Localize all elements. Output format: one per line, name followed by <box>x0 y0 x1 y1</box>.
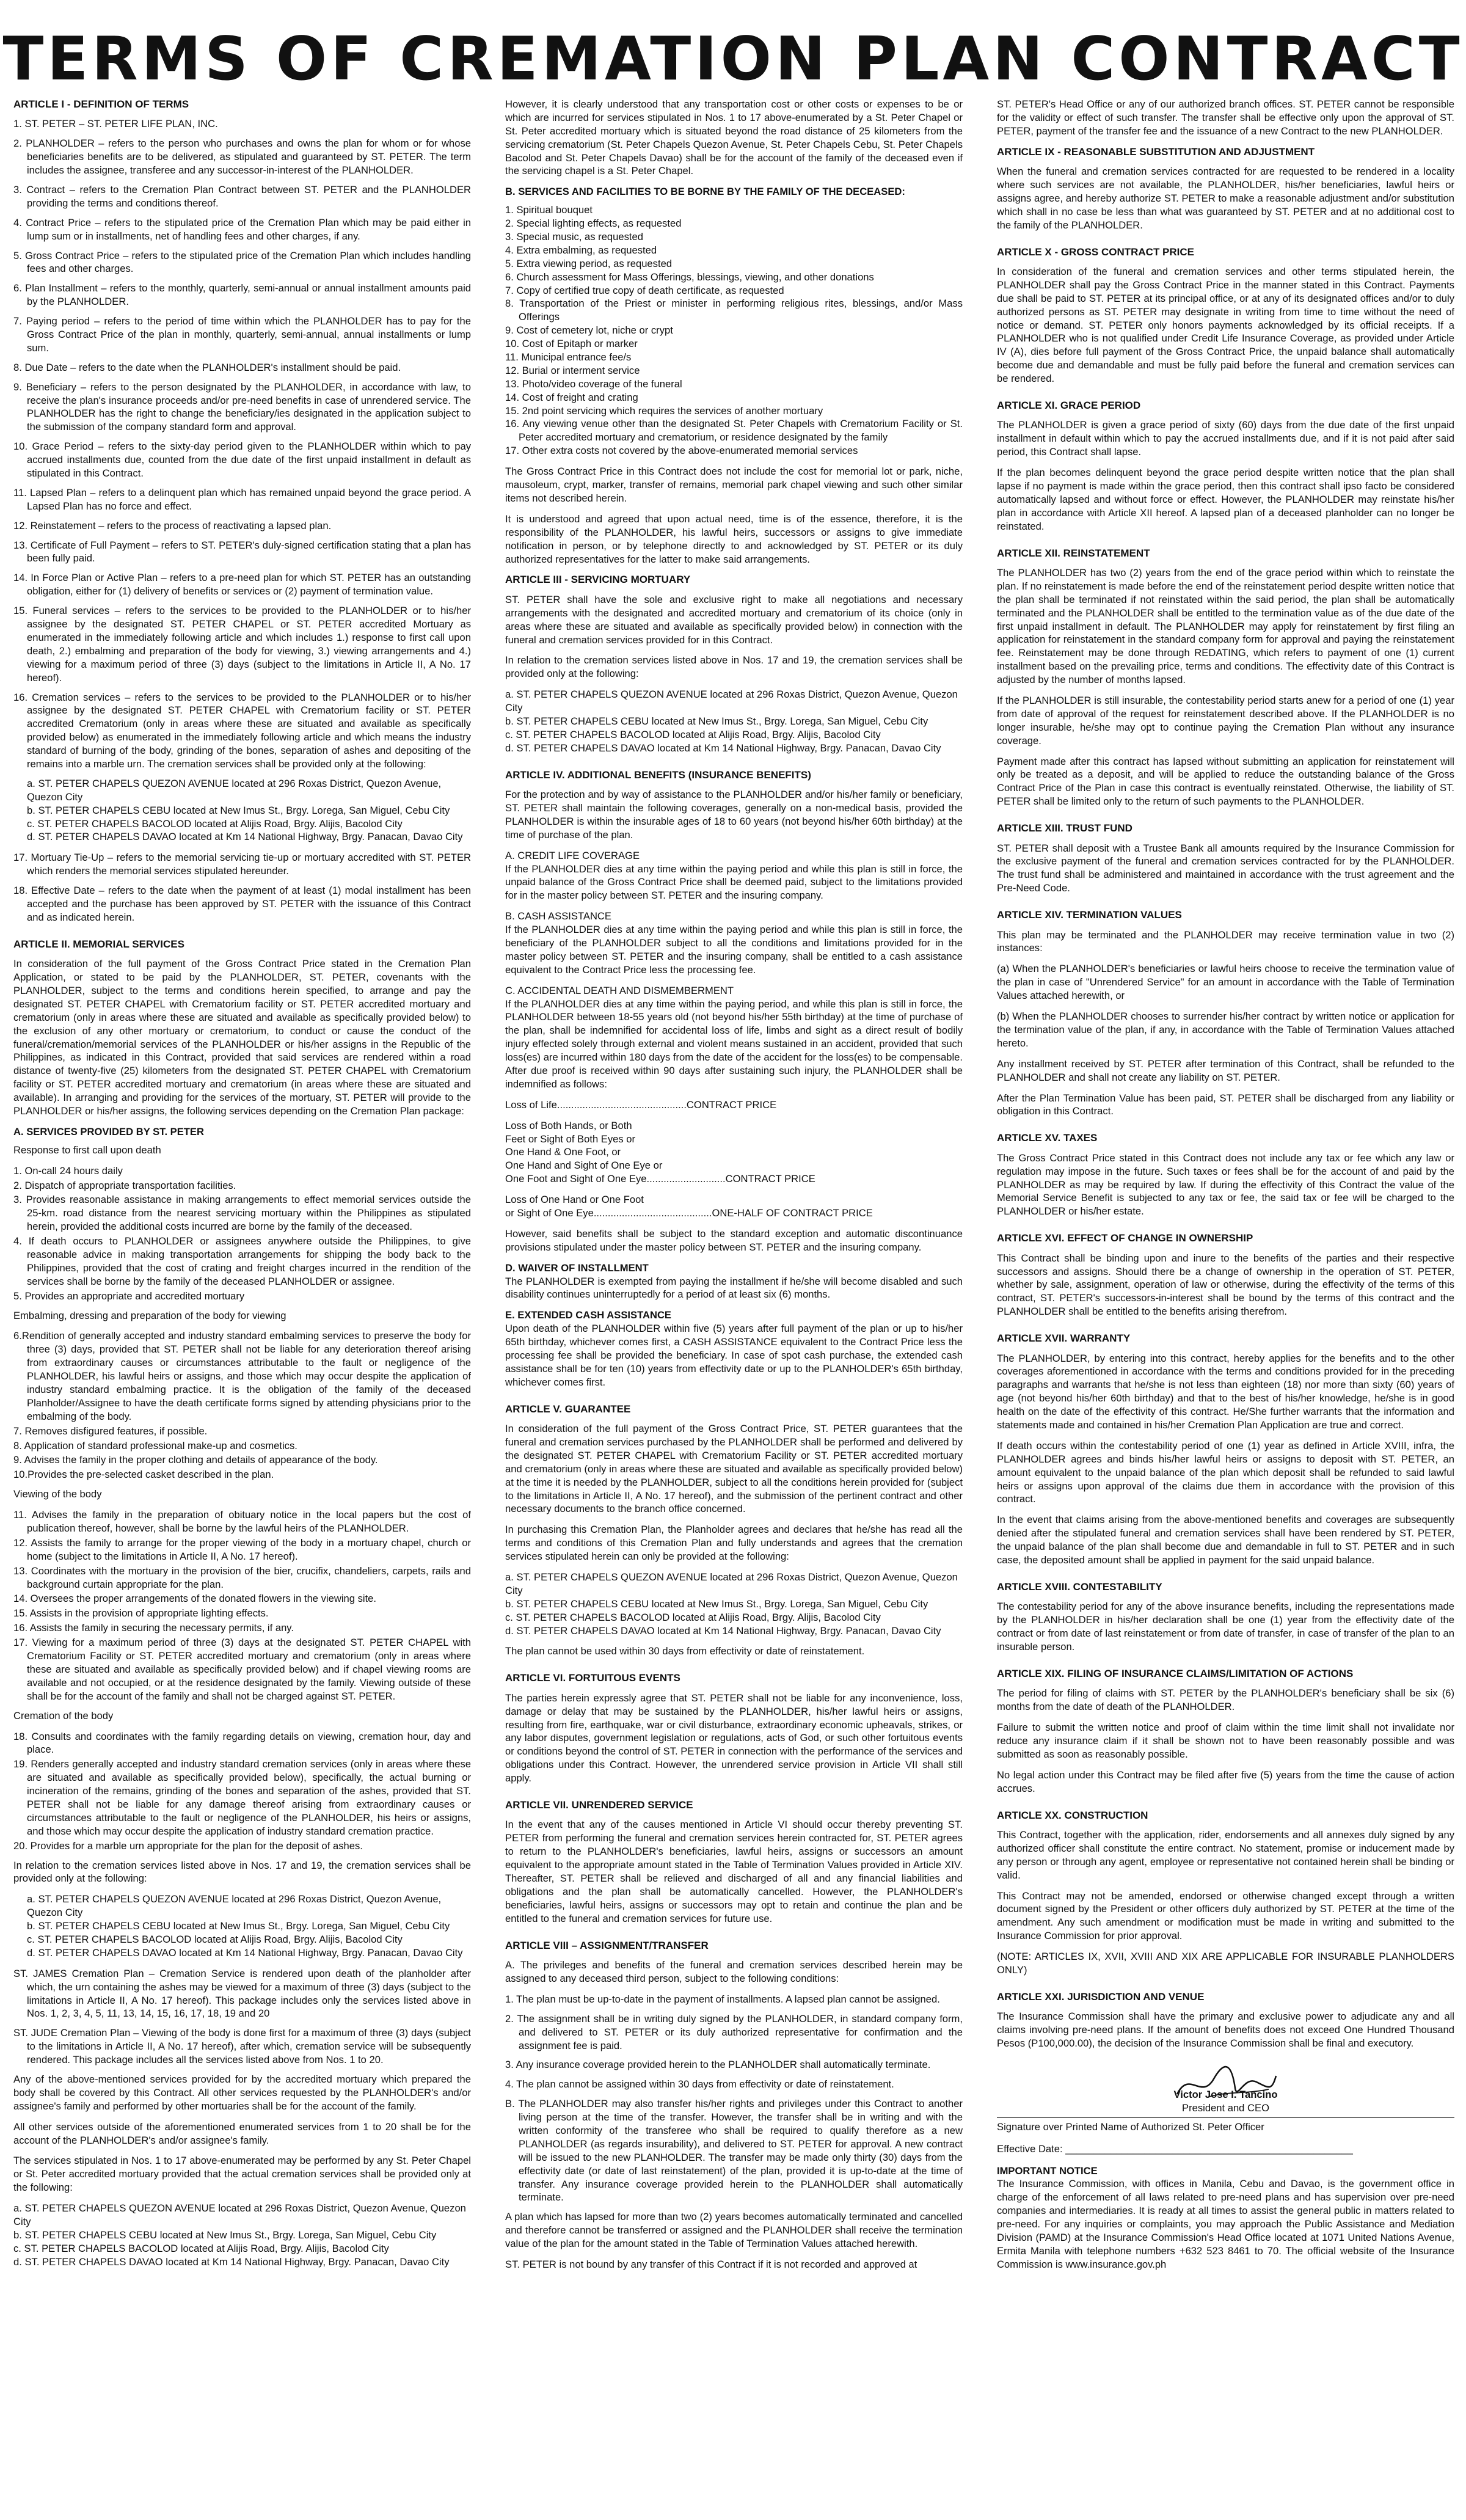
termination-instance-a: (a) When the PLANHOLDER's beneficiaries or lawful heirs choose to receive the termination value of the plan in case of "Unrendered Service" for an amount in accordance with the Table of Termination Values attached herewith, or <box>997 963 1454 1002</box>
location-item: c. ST. PETER CHAPELS BACOLOD located at Alijis Road, Brgy. Alijis, Bacolod City <box>505 1611 881 1623</box>
cash-assistance-heading: B. CASH ASSISTANCE <box>505 910 611 922</box>
definition-item: 12. Reinstatement – refers to the process of reactivating a lapsed plan. <box>13 519 332 531</box>
effective-date-field: Effective Date: ___________________________________________________ <box>997 2142 1353 2155</box>
article-20 <box>997 1809 1454 1977</box>
family-service-item: 5. Extra viewing period, as requested <box>505 257 673 269</box>
article-14-paragraph-2: Any installment received by ST. PETER after termination of this Contract, shall be refunded to the PLANHOLDER and shall not create any liability on ST. PETER. <box>997 1057 1454 1083</box>
loss-row: One Hand & One Foot, or <box>505 1146 621 1158</box>
family-service-item: 12. Burial or interment service <box>505 364 640 376</box>
assignment-condition: 4. The plan cannot be assigned within 30 days from effectivity or date of reinstatement. <box>505 2078 894 2091</box>
article-10-heading: ARTICLE X - GROSS CONTRACT PRICE <box>997 246 1195 258</box>
service-item: 3. Provides reasonable assistance in making arrangements to effect memorial services outside the 25-km. road distance from the nearest servicing mortuary within the Philippines as stipulated herein, provided the additional costs incurred are borne by the family of the deceased. <box>13 1194 471 1233</box>
assignment-condition: 3. Any insurance coverage provided herein to the PLANHOLDER shall automatically terminate. <box>505 2059 931 2071</box>
page-title: TERMS OF CREMATION PLAN CONTRACT <box>2 24 1464 94</box>
article-2-paragraph: In consideration of the full payment of the Gross Contract Price stated in the Cremation Plan Application, or stated to be paid by the PLANHOLDER, ST. PETER, covenants with the PLANHOLDER, subject to the terms and conditions herein specified, to arrange and pay the designated ST. PETER CHAPEL with Crematorium facility or ST. PETER accredited mortuary and crematorium (only in areas where these are situated and available as specifically provided below) to the exclusion of any other mortuary or crematorium, to conduct or cause the conduct of the funeral/cremation/memorial services of the PLANHOLDER or his/her assigns in the Republic of the Philippines, as indicated in this Contract, provided that said services are rendered within a road distance of twenty-five (25) kilometers from the designated ST. PETER CHAPEL with Crematorium facility or ST. PETER accredited mortuary and crematorium (in areas where these are situated and available). In arranging and providing for the services of the mortuary, ST. PETER will provide to the PLANHOLDER or his/her assigns, the following services depending on the Cremation Plan package: <box>13 958 471 1117</box>
article-18-heading: ARTICLE XVIII. CONTESTABILITY <box>997 1580 1162 1593</box>
location-item: d. ST. PETER CHAPELS DAVAO located at Km 14 National Highway, Brgy. Panacan, Davao City <box>27 831 463 843</box>
service-item: 14. Oversees the proper arrangements of the donated flowers in the viewing site. <box>13 1593 377 1605</box>
services-heading: A. SERVICES PROVIDED BY ST. PETER <box>13 1125 204 1138</box>
article-17-heading: ARTICLE XVII. WARRANTY <box>997 1332 1131 1345</box>
article-21-paragraph: The Insurance Commission shall have the primary and exclusive power to adjudicate any and all claims involving pre-need plans. If the amount of benefits does not exceed One Hundred Thousand Pesos (P100,000.00), the decision of the Insurance Commission shall be final and executory. <box>997 2011 1454 2050</box>
service-item: 17. Viewing for a maximum period of three (3) days at the designated ST. PETER CHAPEL with Crematorium Facility or ST. PETER accredited mortuary and crematorium (only in areas where these are situated and available as specifically provided below) and if chapel viewing rooms are available and not occupied, or at the residence designated by the family. Viewing outside of these shall be for the account of the family and shall not be charged against ST. PETER. <box>13 1637 471 1702</box>
article-9 <box>997 145 1454 232</box>
article-5-heading: ARTICLE V. GUARANTEE <box>505 1403 631 1415</box>
article-14-paragraph-3: After the Plan Termination Value has been paid, ST. PETER shall be discharged from any liability or obligation in this Contract. <box>997 1092 1454 1117</box>
definition-item: 8. Due Date – refers to the date when the PLANHOLDER's installment should be paid. <box>13 361 401 373</box>
article-21-heading: ARTICLE XXI. JURISDICTION AND VENUE <box>997 1990 1205 2003</box>
article-12 <box>997 547 1454 809</box>
location-item: b. ST. PETER CHAPELS CEBU located at New Imus St., Brgy. Lorega, San Miguel, Cebu City <box>13 2229 437 2241</box>
loss-of-life-row: Loss of Life..............................................CONTRACT PRICE <box>505 1098 777 1111</box>
notice-heading: IMPORTANT NOTICE <box>997 2164 1098 2177</box>
definition-item: 14. In Force Plan or Active Plan – refers to a pre-need plan for which ST. PETER has an outstanding obligation, either for (1) delivery of benefits or services or (2) payment of termination value. <box>13 572 471 597</box>
assignment-condition: 2. The assignment shall be in writing duly signed by the PLANHOLDER, in standard company form, and delivered to ST. PETER or its duly authorized representative for confirmation and the assignment fee is paid. <box>505 2012 963 2051</box>
article-4-paragraph: For the protection and by way of assistance to the PLANHOLDER and/or his/her family or beneficiary, ST. PETER shall maintain the following coverages, generally on a non-medical basis, provided the PLANHOLDER is within the insurable ages of 18 to 60 years (not beyond his/her 60th birthday) at the time of purchase of the plan. <box>505 789 963 841</box>
location-item: a. ST. PETER CHAPELS QUEZON AVENUE located at 296 Roxas District, Quezon Avenue, Quezon City <box>505 688 958 714</box>
location-item: d. ST. PETER CHAPELS DAVAO located at Km 14 National Highway, Brgy. Panacan, Davao City <box>27 1946 463 1959</box>
article-10 <box>997 246 1454 385</box>
column-2 <box>505 98 963 2511</box>
article-11-paragraph-2: If the plan becomes delinquent beyond the grace period despite written notice that the plan shall lapse if no payment is made within the grace period, then this contract shall ipso facto be considered automatically lapsed and without force or effect. However, the PLANHOLDER may reinstate his/her plan in accordance with Article XII hereof. A lapsed plan of a deceased planholder can no longer be reinstated. <box>997 467 1454 532</box>
response-heading: Response to first call upon death <box>13 1144 161 1156</box>
article-7-paragraph: In the event that any of the causes mentioned in Article VI should occur thereby preventing ST. PETER from performing the funeral and cremation services herein contracted for, ST. PETER agrees to return to the PLANHOLDER's beneficiaries, lawful heirs, assigns or successors an amount equivalent to the appropriate amount stated in the Table of Termination Values provided in Article XIV. Thereafter, ST. PETER shall be relieved and discharged of all and any financial liabilities and obligations and the plan shall be automatically cancelled. However, the PLANHOLDER's beneficiaries, lawful heirs, assigns or successors may opt to retain and continue the plan and be entitled to the funeral and cremation services for future use. <box>505 1819 963 1924</box>
extended-cash-paragraph: Upon death of the PLANHOLDER within five (5) years after full payment of the plan or up to his/her 65th birthday, whichever comes first, a CASH ASSISTANCE equivalent to the Contract Price less the processing fee shall be provided the beneficiary. In case of spot cash purchase, the extended cash assistance shall be for ten (10) years from effectivity date or up to the PLANHOLDER's 65th birthday, whichever comes first. <box>505 1323 963 1388</box>
article-5-paragraph-3: The plan cannot be used within 30 days from effectivity or date of reinstatement. <box>505 1645 865 1657</box>
important-notice <box>997 2164 1454 2271</box>
notification-paragraph: It is understood and agreed that upon actual need, time is of the essence, therefore, it is the responsibility of the PLANHOLDER, his lawful heirs, successors or assigns to give immediate notification in person, or by telephone directly to and acknowledged by ST. PETER or its duly authorized representatives for the latter to make said arrangements. <box>505 513 963 565</box>
article-9-paragraph: When the funeral and cremation services contracted for are requested to be rendered in a locality where such services are not available, the PLANHOLDER, his/her beneficiaries, lawful heirs or assigns agree, and hereby authorize ST. PETER to make a reasonable adjustment and/or substitution which shall in no case be less than what was guaranteed by ST. PETER and at no additional cost to the family of the PLANHOLDER. <box>997 166 1454 231</box>
viewing-heading: Viewing of the body <box>13 1488 102 1500</box>
family-service-item: 13. Photo/video coverage of the funeral <box>505 378 682 390</box>
location-item: d. ST. PETER CHAPELS DAVAO located at Km 14 National Highway, Brgy. Panacan, Davao City <box>13 2255 450 2268</box>
article-5-paragraph: In consideration of the full payment of the Gross Contract Price, ST. PETER guarantees that the funeral and cremation services purchased by the PLANHOLDER shall be performed and delivered by the designated ST. PETER CHAPEL with Crematorium Facility or ST. PETER accredited mortuary and crematorium (only in areas where these are situated and available as specifically provided below) at the time it is needed by the PLANHOLDER, subject to all the conditions herein provided for (subject to the limitations in Article II, A No. 17 hereof), and the submission of the pertinent contract and other necessary documents to the branch office concerned. <box>505 1423 963 1515</box>
definition-item: 5. Gross Contract Price – refers to the stipulated price of the Cremation Plan which includes handling fees and other charges. <box>13 249 471 275</box>
outside-services-paragraph: All other services outside of the aforementioned enumerated services from 1 to 20 shall be for the account of the PLANHOLDER's and/or assignee's family. <box>13 2120 471 2146</box>
service-item: 15. Assists in the provision of appropriate lighting effects. <box>13 1607 269 1620</box>
assignment-condition: 1. The plan must be up-to-date in the payment of installments. A lapsed plan cannot be assigned. <box>505 1993 940 2005</box>
loss-row: Loss of Both Hands, or Both <box>505 1119 632 1131</box>
exception-paragraph: However, said benefits shall be subject to the standard exception and automatic discontinuance provisions stipulated under the master policy between ST. PETER and the insuring company. <box>505 1227 963 1253</box>
location-item: b. ST. PETER CHAPELS CEBU located at New Imus St., Brgy. Lorega, San Miguel, Cebu City <box>27 1920 450 1932</box>
signatory-name: Victor Jose I. Tancino <box>1173 2088 1278 2100</box>
location-item: b. ST. PETER CHAPELS CEBU located at New Imus St., Brgy. Lorega, San Miguel, Cebu City <box>505 715 928 727</box>
waiver-heading: D. WAIVER OF INSTALLMENT <box>505 1262 649 1274</box>
article-20-paragraph-2: This Contract may not be amended, endorsed or otherwise changed except through a written document signed by the President or other officers duly authorized by ST. PETER at the time of the amendment. Any such amendment or modification must be made in writing and submitted to the Insurance Commission for prior approval. <box>997 1890 1454 1942</box>
service-item: 7. Removes disfigured features, if possible. <box>13 1425 208 1437</box>
article-1-heading: ARTICLE I - DEFINITION OF TERMS <box>13 98 189 110</box>
location-list <box>13 1893 471 1959</box>
definition-item: 2. PLANHOLDER – refers to the person who purchases and owns the plan for whom or for whose beneficiaries benefits are to be delivered, as stipulated and guaranteed by ST. PETER. The term includes the assignee, transferee and any successor-in-interest of the PLANHOLDER. <box>13 137 471 177</box>
article-7-heading: ARTICLE VII. UNRENDERED SERVICE <box>505 1799 693 1811</box>
lapsed-plan-paragraph: A plan which has lapsed for more than two (2) years becomes automatically terminated and cancelled and therefore cannot be transferred or assigned and the PLANHOLDER shall receive the termination value of the plan for the amount stated in the Table of Termination Values attached herewith. <box>505 2211 963 2250</box>
notice-paragraph: The Insurance Commission, with offices in Manila, Cebu and Davao, is the government office in charge of the enforcement of all laws related to pre-need plans and has supervision over pre-need companies and intermediaries. It is ready at all times to assist the general public in matters related to pre-need. For any inquiries or complaints, you may approach the Public Assistance and Mediation Division (PAMD) at the Insurance Commission's Head Office located at 1071 United Nations Avenue, Ermita Manila with telephone numbers +632 523 8461 to 70. The official website of the Insurance Commission is www.insurance.gov.ph <box>997 2178 1454 2270</box>
definition-item: 18. Effective Date – refers to the date when the payment of at least (1) modal installment has been accepted and the purchase has been approved by ST. PETER with the issuance of this Contract and as indicated herein. <box>13 885 471 923</box>
location-item: c. ST. PETER CHAPELS BACOLOD located at Alijis Road, Brgy. Alijis, Bacolod City <box>505 728 881 740</box>
signature-block <box>997 2064 1454 2156</box>
continued-paragraph: ST. PETER's Head Office or any of our authorized branch offices. ST. PETER cannot be responsible for the validity or effect of such transfer. The transfer shall be effective only upon the approval of ST. PETER, payment of the transfer fee and the issuance of a new Contract to the new PLANHOLDER. <box>997 98 1454 137</box>
article-20-paragraph: This Contract, together with the application, rider, endorsements and all annexes duly signed by any authorized officer shall constitute the entire contract. No statement, promise or inducement made by any person or through any agent, employee or representative not contained herein shall be binding or valid. <box>997 1828 1454 1881</box>
article-17-paragraph-2: If death occurs within the contestability period of one (1) year as defined in Article XVIII, infra, the PLANHOLDER agrees and binds his/her lawful heirs or assigns to deposit with ST. PETER, an amount equivalent to the unpaid balance of the plan which deposit shall be refunded to said lawful heirs or assigns upon approval of the claims due them in accordance with the provision of this contract. <box>997 1439 1454 1505</box>
definition-item: 1. ST. PETER – ST. PETER LIFE PLAN, INC. <box>13 118 218 130</box>
article-9-heading: ARTICLE IX - REASONABLE SUBSTITUTION AND ADJUSTMENT <box>997 145 1315 158</box>
service-item: 2. Dispatch of appropriate transportation facilities. <box>13 1179 236 1191</box>
family-service-item: 11. Municipal entrance fee/s <box>505 351 632 363</box>
article-19-heading: ARTICLE XIX. FILING OF INSURANCE CLAIMS/LIMITATION OF ACTIONS <box>997 1667 1354 1679</box>
service-item: 9. Advises the family in the proper clothing and details of appearance of the body. <box>13 1454 378 1466</box>
signature-line-label: Signature over Printed Name of Authorized St. Peter Officer <box>997 2120 1264 2133</box>
article-13-heading: ARTICLE XIII. TRUST FUND <box>997 822 1132 835</box>
definition-item: 7. Paying period – refers to the period of time within which the PLANHOLDER has to pay for the Gross Contract Price of the plan in monthly, quarterly, semi-annual, annual installments or lump sum. <box>13 315 471 354</box>
loss-row: Loss of One Hand or One Foot <box>505 1194 644 1206</box>
article-16-heading: ARTICLE XVI. EFFECT OF CHANGE IN OWNERSHIP <box>997 1232 1253 1244</box>
embalming-heading: Embalming, dressing and preparation of the body for viewing <box>13 1309 286 1321</box>
article-17-paragraph: The PLANHOLDER, by entering into this contract, hereby applies for the benefits and to the other coverages aforementioned in accordance with the terms and conditions provided for in the preceding paragraphs and warrants that he/she is not less than eighteen (18) nor more than sixty (60) years of age (not beyond his/her 60th birthday) and that to the best of his/her knowledge, he/she is in good health on the date of the effectivity of this contract. He/She further warrants that the information and statements made and contained in his/her Cremation Plan Application are true and correct. <box>997 1352 1454 1431</box>
family-services-list <box>505 203 963 458</box>
service-item: 20. Provides for a marble urn appropriate for the plan for the deposit of ashes. <box>13 1839 363 1852</box>
article-13-paragraph: ST. PETER shall deposit with a Trustee Bank all amounts required by the Insurance Commission for the exclusive payment of the funeral and cremation services contracted for by the PLANHOLDER. The trust fund shall be administered and maintained in accordance with the trust agreement and the Pre-Need Code. <box>997 842 1454 894</box>
article-6 <box>505 1671 963 1785</box>
service-item: 16. Assists the family in securing the necessary permits, if any. <box>13 1622 294 1634</box>
article-14-paragraph: This plan may be terminated and the PLANHOLDER may receive termination value in two (2) instances: <box>997 929 1454 954</box>
article-15-paragraph: The Gross Contract Price stated in this Contract does not include any tax or fee which any law or regulation may impose in the future. Such taxes or fees shall be for the account of and paid by the PLANHOLDER as may be required by law. If during the effectivity of this Contract the value of the Memorial Service Benefit is subjected to any tax or fee, the said tax or fee will be charged to the PLANHOLDER or his/her estate. <box>997 1152 1454 1218</box>
article-11 <box>997 399 1454 533</box>
relation-paragraph: In relation to the cremation services listed above in Nos. 17 and 19, the cremation services shall be provided only at the following: <box>505 654 963 680</box>
article-6-heading: ARTICLE VI. FORTUITOUS EVENTS <box>505 1672 680 1684</box>
loss-one-rows <box>505 1193 963 1220</box>
article-15 <box>997 1131 1454 1218</box>
definition-item: 9. Beneficiary – refers to the person designated by the PLANHOLDER, in accordance with law, to receive the plan's insurance proceeds and/or pre-need benefits in case of unrendered service. The PLANHOLDER has the right to change the beneficiary/ies designated in the application subject to the submission of the company standard form and approval. <box>13 381 471 433</box>
loss-row: Feet or Sight of Both Eyes or <box>505 1133 636 1145</box>
family-service-item: 17. Other extra costs not covered by the above-enumerated memorial services <box>505 445 858 457</box>
definition-item: 4. Contract Price – refers to the stipulated price of the Cremation Plan which may be paid either in lump sum or in installments, net of handling fees and other charges, if any. <box>13 216 471 242</box>
family-service-item: 3. Special music, as requested <box>505 231 643 243</box>
jude-plan-paragraph: ST. JUDE Cremation Plan – Viewing of the body is done first for a maximum of three (3) days (subject to the limitations in Article II, A No. 17 hereof), after which, cremation service will be subsequently rendered. This package includes all the services listed above from Nos. 1 to 20. <box>13 2027 471 2066</box>
signature-line <box>997 2117 1454 2118</box>
article-21 <box>997 1990 1454 2050</box>
family-service-item: 10. Cost of Epitaph or marker <box>505 338 638 350</box>
location-item: d. ST. PETER CHAPELS DAVAO located at Km 14 National Highway, Brgy. Panacan, Davao City <box>505 742 941 754</box>
loss-both-rows <box>505 1119 963 1186</box>
article-16-paragraph: This Contract shall be binding upon and inure to the benefits of the parties and their respective successors and assigns. Should there be a change of ownership in the operation of ST. PETER, whether by sale, assignment, operation of law or otherwise, during the effectivity of the terms of this contract, ST. PETER's successors-in-interest shall be bound by the terms of this contract and the PLANHOLDER shall be entitled to the benefits arising therefrom. <box>997 1252 1454 1318</box>
location-list <box>505 1571 963 1637</box>
article-10-paragraph: In consideration of the funeral and cremation services and other terms stipulated herein, the PLANHOLDER shall pay the Gross Contract Price in the manner stated in this Contract. Payments due shall be paid to ST. PETER at its principal office, or at any of its designated offices and/or to duly authorized persons as ST. PETER may designate in writing from time to time without the need of notice or demand. ST. PETER only honors payments acknowledged by its official receipts. If a PLANHOLDER who is not qualified under Credit Life Insurance Coverage, as provided under Article IV (A), dies before full payment of the Gross Contract Price, the unpaid balance shall automatically become due and demandable and must be fully paid before the funeral and cremation services can be rendered. <box>997 266 1454 385</box>
location-item: a. ST. PETER CHAPELS QUEZON AVENUE located at 296 Roxas District, Quezon Avenue, Quezon City <box>13 2202 466 2227</box>
service-item: 6.Rendition of generally accepted and industry standard embalming services to preserve the body for three (3) days, provided that ST. PETER shall not be liable for any deterioration thereof arising from extraordinary causes or circumstances attributable to the fault or negligence of the PLANHOLDER, his lawful heirs or assigns, and those which may occur despite the application of industry standard embalming practice. It is the obligation of the family of the deceased Planholder/Assignee to have the death certificate forms signed by attending physicians prior to the embalming of the body. <box>13 1330 471 1422</box>
service-item: 12. Assists the family to arrange for the proper viewing of the body in a mortuary chapel, church or home (subject to the limitations in Article II, A No. 17 hereof). <box>13 1536 471 1562</box>
article-19-paragraph-3: No legal action under this Contract may be filed after five (5) years from the time the cause of action accrues. <box>997 1769 1454 1794</box>
definition-item: 17. Mortuary Tie-Up – refers to the memorial servicing tie-up or mortuary accredited with ST. PETER which renders the memorial services stipulated hereunder. <box>13 852 471 877</box>
definition-item: 6. Plan Installment – refers to the monthly, quarterly, semi-annual or annual installment amounts paid by the PLANHOLDER. <box>13 282 471 308</box>
article-2-heading: ARTICLE II. MEMORIAL SERVICES <box>13 938 184 950</box>
article-20-heading: ARTICLE XX. CONSTRUCTION <box>997 1809 1148 1821</box>
service-item: 5. Provides an appropriate and accredited mortuary <box>13 1290 245 1302</box>
article-4-heading: ARTICLE IV. ADDITIONAL BENEFITS (INSURANCE BENEFITS) <box>505 769 811 781</box>
signatory-role: President and CEO <box>1182 2102 1269 2114</box>
article-20-note: (NOTE: ARTICLES IX, XVII, XVIII AND XIX ARE APPLICABLE FOR INSURABLE PLANHOLDERS ONLY) <box>997 1951 1454 1976</box>
stipulated-services-paragraph: The services stipulated in Nos. 1 to 17 above-enumerated may be performed by any St. Peter Chapel or St. Peter accredited mortuary provided that the actual cremation services shall be provided only at the following: <box>13 2155 471 2194</box>
family-service-item: 6. Church assessment for Mass Offerings, blessings, viewing, and other donations <box>505 271 874 283</box>
cremation-heading: Cremation of the body <box>13 1709 114 1722</box>
service-item: 1. On-call 24 hours daily <box>13 1164 123 1177</box>
article-7 <box>505 1799 963 1926</box>
definition-item: 15. Funeral services – refers to the services to be provided to the PLANHOLDER or to his/her assignee by the designated ST. PETER CHAPEL or ST. PETER accredited Mortuary as enumerated in the immediately following article and which includes 1.) response to first call upon death, 2.) embalming and preparation of the body for viewing, 3.) viewing arrangements and 4.) viewing for a maximum period of three (3) days (subject to the limitations in Article II, A No. 17 hereof). <box>13 605 471 684</box>
location-item: c. ST. PETER CHAPELS BACOLOD located at Alijis Road, Brgy. Alijis, Bacolod City <box>13 2242 389 2254</box>
service-item: 19. Renders generally accepted and industry standard cremation services (only in areas where these are situated and available as specifically provided below), specifically, the actual burning or incineration of the remains, grinding of the bones and separation of the ashes, provided that ST. PETER shall not be liable for any damage thereof arising from extraordinary causes or circumstances attributable to the fault or negligence of the PLANHOLDER, his heirs or assigns, and those which may occur despite the application of industry standard cremation practice. <box>13 1758 471 1837</box>
loss-row: One Hand and Sight of One Eye or <box>505 1160 663 1172</box>
definition-item: 13. Certificate of Full Payment – refers to ST. PETER's duly-signed certification stating that a plan has been fully paid. <box>13 539 471 564</box>
definition-item: 16. Cremation services – refers to the services to be provided to the PLANHOLDER or to his/her assignee by the designated ST. PETER CHAPEL with Crematorium facility or ST. PETER accredited Crematorium (only in areas where these are situated and available as specifically provided below) as enumerated in the immediately following article and which means the industry standard of burning of the body, grinding of the bones, separation of ashes and depositing of the remains into a marble urn. The cremation services shall be provided only at the following: <box>13 691 471 770</box>
loss-row: or Sight of One Eye..........................................ONE-HALF OF CONTRACT PRICE <box>505 1207 873 1219</box>
column-3 <box>997 98 1454 2511</box>
location-list <box>13 777 471 844</box>
article-18 <box>997 1580 1454 1654</box>
article-14 <box>997 908 1454 1118</box>
location-item: b. ST. PETER CHAPELS CEBU located at New Imus St., Brgy. Lorega, San Miguel, Cebu City <box>505 1598 928 1610</box>
continued-paragraph: However, it is clearly understood that any transportation cost or other costs or expenses to be or which are incurred for services stipulated in Nos. 1 to 17 above-enumerated by a St. Peter Chapel or St. Peter accredited mortuary which is situated beyond the road distance of 25 kilometers from the servicing crematorium (St. Peter Chapels Quezon Avenue, St. Peter Chapels Cebu, St. Peter Chapels Bacolod and St. Peter Chapels Davao) shall be for the account of the family of the deceased even if the servicing chapel is a St. Peter Chapel. <box>505 98 963 177</box>
article-8-heading: ARTICLE VIII – ASSIGNMENT/TRANSFER <box>505 1939 709 1951</box>
service-item: 8. Application of standard professional make-up and cosmetics. <box>13 1439 297 1452</box>
family-services-heading: B. SERVICES AND FACILITIES TO BE BORNE BY THE FAMILY OF THE DECEASED: <box>505 186 905 198</box>
article-17-paragraph-3: In the event that claims arising from the above-mentioned benefits and coverages are subsequently denied after the stipulated funeral and cremation services shall have been rendered by ST. PETER, the unpaid balance of the plan shall become due and demandable in full to ST. PETER and in such case, the deposited amount shall be applied in payment for the said unpaid balance. <box>997 1514 1454 1566</box>
article-3-paragraph: ST. PETER shall have the sole and exclusive right to make all negotiations and necessary arrangements with the designated and accredited mortuary and crematorium of its choice (only in areas where these are situated and available as specifically provided below) in connection with the funeral and cremation services provided for in this Contract. <box>505 593 963 646</box>
article-13 <box>997 822 1454 895</box>
article-8-paragraph: A. The privileges and benefits of the funeral and cremation services described herein may be assigned to any deceased third person, subject to the following conditions: <box>505 1959 963 1984</box>
service-item: 13. Coordinates with the mortuary in the provision of the bier, crucifix, chandeliers, carpets, rails and background curtain appropriate for the plan. <box>13 1565 471 1590</box>
extended-cash-heading: E. EXTENDED CASH ASSISTANCE <box>505 1309 671 1321</box>
location-item: c. ST. PETER CHAPELS BACOLOD located at Alijis Road, Brgy. Alijis, Bacolod City <box>27 1933 403 1945</box>
james-plan-paragraph: ST. JAMES Cremation Plan – Cremation Service is rendered upon death of the planholder after which, the urn containing the ashes may be viewed for a maximum of three (3) days (subject to the limitations in Article II, A No. 17 hereof). This package includes only the services listed above in Nos. 1, 2, 3, 4, 5, 11, 13, 14, 15, 16, 17, 18, 19 and 20 <box>13 1967 471 2020</box>
credit-life-heading: A. CREDIT LIFE COVERAGE <box>505 849 640 861</box>
article-19-paragraph: The period for filing of claims with ST. PETER by the PLANHOLDER's beneficiary shall be six (6) months from the date of death of the PLANHOLDER. <box>997 1687 1454 1713</box>
location-list <box>505 688 963 754</box>
family-service-item: 8. Transportation of the Priest or minister in performing religious rites, blessings, and/or Mass Offerings <box>505 298 963 323</box>
service-item: 4. If death occurs to PLANHOLDER or assignees anywhere outside the Philippines, to give reasonable advice in making transportation arrangements for shipping the body back to the Philippines, provided that the cost of crating and freight charges incurred in the rendition of the services shall be borne by the family of the deceased PLANHOLDER or assignee. <box>13 1235 471 1287</box>
article-3 <box>505 573 963 754</box>
article-5 <box>505 1403 963 1659</box>
family-service-item: 16. Any viewing venue other than the designated St. Peter Chapels with Crematorium Facility or St. Peter accredited mortuary and crematorium, or residence designated by the family <box>505 418 963 444</box>
article-3-heading: ARTICLE III - SERVICING MORTUARY <box>505 574 691 586</box>
relation-paragraph: In relation to the cremation services listed above in Nos. 17 and 19, the cremation services shall be provided only at the following: <box>13 1859 471 1885</box>
location-item: a. ST. PETER CHAPELS QUEZON AVENUE located at 296 Roxas District, Quezon Avenue, Quezon City <box>505 1571 958 1596</box>
location-item: a. ST. PETER CHAPELS QUEZON AVENUE located at 296 Roxas District, Quezon Avenue, Quezon City <box>27 777 442 803</box>
termination-instance-b: (b) When the PLANHOLDER chooses to surrender his/her contract by written notice or application for the termination value of the plan, if any, in accordance with the Table of Termination Values attached hereto. <box>997 1010 1454 1049</box>
article-11-paragraph: The PLANHOLDER is given a grace period of sixty (60) days from the due date of the first unpaid installment in default within which to pay the accrued installments due, and if it is not paid after said period, this Contract shall lapse. <box>997 419 1454 458</box>
article-18-paragraph: The contestability period for any of the above insurance benefits, including the representations made by the PLANHOLDER in his/her declaration shall be one (1) year from the effectivity date of the contract or from date of last reinstatement or from date of transfer, in case of transfer of the plan to an insurable person. <box>997 1601 1454 1653</box>
article-6-paragraph: The parties herein expressly agree that ST. PETER shall not be liable for any inconvenience, loss, damage or delay that may be sustained by the PLANHOLDER, his/her lawful heirs or assigns, resulting from fire, earthquake, war or civil disturbance, extraordinary economic upheavals, strikes, or any labor disputes, government legislation or regulations, acts of God, or such other fortuitous events or conditions beyond the control of ST. PETER in connection with the performance of the services and obligations under this Contract. However, the unrendered service provision in Article VII shall still apply. <box>505 1692 963 1784</box>
contract-columns <box>13 98 1455 2511</box>
cash-assistance-paragraph: If the PLANHOLDER dies at any time within the paying period and while this plan is still in force, the beneficiary of the PLANHOLDER subject to all the conditions and limitations provided for in the master policy between ST. PETER and the insuring company, shall be entitled to a cash assistance equivalent to the Contract Price less the processing fee. <box>505 924 963 976</box>
credit-life-paragraph: If the PLANHOLDER dies at any time within the paying period and while this plan is still in force, the unpaid balance of the Gross Contract Price shall be deemed paid, subject to the limitations provided for in the master policy between ST. PETER and the insuring company. <box>505 863 963 902</box>
definition-item: 10. Grace Period – refers to the sixty-day period given to the PLANHOLDER within which to pay accrued installments due, counted from the due date of the first unpaid installment in default as stipulated in this Contract. <box>13 440 471 480</box>
accidental-death-heading: C. ACCIDENTAL DEATH AND DISMEMBERMENT <box>505 984 734 996</box>
definition-item: 11. Lapsed Plan – refers to a delinquent plan which has remained unpaid beyond the grace period. A Lapsed Plan has no force and effect. <box>13 486 471 512</box>
article-8 <box>505 1939 963 2271</box>
family-service-item: 15. 2nd point servicing which requires the services of another mortuary <box>505 404 823 417</box>
waiver-paragraph: The PLANHOLDER is exempted from paying the installment if he/she will become disabled and such disability continues uninterruptedly for a period of at least six (6) months. <box>505 1275 963 1301</box>
location-item: d. ST. PETER CHAPELS DAVAO located at Km 14 National Highway, Brgy. Panacan, Davao City <box>505 1624 941 1637</box>
article-4 <box>505 769 963 1389</box>
article-14-heading: ARTICLE XIV. TERMINATION VALUES <box>997 909 1182 921</box>
definition-item: 3. Contract – refers to the Cremation Plan Contract between ST. PETER and the PLANHOLDER providing the terms and conditions thereof. <box>13 184 471 209</box>
article-17 <box>997 1332 1454 1567</box>
column-1 <box>13 98 471 2511</box>
article-12-paragraph: The PLANHOLDER has two (2) years from the end of the grace period within which to reinstate the plan. If no reinstatement is made before the end of the reinstatement period despite written notice that the plan shall be terminated if not reinstated within the said period, the plan shall be automatically terminated and the PLANHOLDER shall be entitled to the termination value as of the due date of the first unpaid installment in default. The PLANHOLDER may apply for reinstatement by first filing an application for reinstatement in the standard company form for approval and paying the reinstatement fee. Reinstatement may be done through REDATING, which refers to payment of one (1) current installment based on the prevailing price, terms and conditions. The effectivity date of this Contract is adjusted by the number of months lapsed. <box>997 567 1454 686</box>
location-list <box>13 2202 471 2268</box>
gross-price-paragraph: The Gross Contract Price in this Contract does not include the cost for memorial lot or park, niche, mausoleum, crypt, marker, transfer of remains, memorial park chapel viewing and such other similar items not described herein. <box>505 466 963 504</box>
article-5-paragraph-2: In purchasing this Cremation Plan, the Planholder agrees and declares that he/she has read all the terms and conditions of this Cremation Plan and fully understands and agrees that the cremation services stipulated herein can only be provided at the following: <box>505 1524 963 1563</box>
loss-row: One Foot and Sight of One Eye............................CONTRACT PRICE <box>505 1173 815 1185</box>
family-service-item: 14. Cost of freight and crating <box>505 391 638 403</box>
article-19-paragraph-2: Failure to submit the written notice and proof of claim within the time limit shall not invalidate nor reduce any insurance claim if it shall be shown not to have been reasonably possible and was submitted as soon as reasonably possible. <box>997 1722 1454 1760</box>
article-12-heading: ARTICLE XII. REINSTATEMENT <box>997 547 1150 559</box>
family-service-item: 2. Special lighting effects, as requested <box>505 217 682 230</box>
service-item: 11. Advises the family in the preparation of obituary notice in the local papers but the cost of publication thereof, however, shall be borne by the lawful heirs of the PLANHOLDER. <box>13 1509 471 1535</box>
not-bound-paragraph: ST. PETER is not bound by any transfer of this Contract if it is not recorded and approved at <box>505 2258 917 2270</box>
article-15-heading: ARTICLE XV. TAXES <box>997 1132 1098 1144</box>
article-12-paragraph-2: If the PLANHOLDER is still insurable, the contestability period starts anew for a period of one (1) year from date of approval of the request for reinstatement described above. If the PLANHOLDER is no longer insurable, he/she may opt to continue paying the Cremation Plan without any insurance coverage. <box>997 695 1454 747</box>
location-item: c. ST. PETER CHAPELS BACOLOD located at Alijis Road, Brgy. Alijis, Bacolod City <box>27 817 403 830</box>
accidental-death-paragraph: If the PLANHOLDER dies at any time within the paying period, and while this plan is still in force, the PLANHOLDER between 18-55 years old (not beyond his/her 55th birthday) at the time of purchase of the plan, shall be indemnified for accidental loss of life, limbs and sight as a direct result of bodily injury effected solely through external and violent means sustained in an accident, provided that such loss(es) are incurred within 180 days from the date of the accident for the loss(es) to be compensable. After due proof is received within 90 days after sustaining such injury, the PLANHOLDER shall be indemnified as follows: <box>505 998 963 1090</box>
family-service-item: 1. Spiritual bouquet <box>505 204 593 216</box>
article-12-paragraph-3: Payment made after this contract has lapsed without submitting an application for reinstatement will only be treated as a deposit, and will be applied to reduce the outstanding balance of the Gross Contract Price of the Plan in case this contract is eventually reinstated. Otherwise, the liability of ST. PETER shall be limited only to the return of such payments to the PLANHOLDER. <box>997 755 1454 808</box>
article-16 <box>997 1232 1454 1318</box>
other-services-paragraph: Any of the above-mentioned services provided for by the accredited mortuary which prepared the body shall be covered by this Contract. All other services requested by the PLANHOLDER's and/or assignee's family and performed by other mortuaries shall be for the account of the family. <box>13 2073 471 2112</box>
service-item: 18. Consults and coordinates with the family regarding details on viewing, cremation hour, day and place. <box>13 1730 471 1756</box>
service-item: 10.Provides the pre-selected casket described in the plan. <box>13 1469 274 1481</box>
transfer-paragraph: B. The PLANHOLDER may also transfer his/her rights and privileges under this Contract to another living person at the time of the transfer. However, the transfer shall be in writing and with the written conformity of the transferee who shall be required to qualify therefore as a new PLANHOLDER (as regards insurability), and delivered to ST. PETER for approval. A new contract will be issued to the new PLANHOLDER. The transfer may be made only thirty (30) days from the effectivity date (or date of last reinstatement) of the plan, provided it is up-to-date at the time of transfer. Any insurance coverage provided herein to the PLANHOLDER shall automatically terminate. <box>505 2098 963 2204</box>
article-11-heading: ARTICLE XI. GRACE PERIOD <box>997 400 1141 412</box>
article-2 <box>13 938 471 2269</box>
article-1 <box>13 98 471 924</box>
family-service-item: 7. Copy of certified true copy of death certificate, as requested <box>505 284 784 296</box>
location-item: b. ST. PETER CHAPELS CEBU located at New Imus St., Brgy. Lorega, San Miguel, Cebu City <box>27 804 450 816</box>
article-19 <box>997 1667 1454 1795</box>
location-item: a. ST. PETER CHAPELS QUEZON AVENUE located at 296 Roxas District, Quezon Avenue, Quezon City <box>27 1893 442 1919</box>
family-service-item: 9. Cost of cemetery lot, niche or crypt <box>505 324 673 337</box>
family-service-item: 4. Extra embalming, as requested <box>505 244 657 256</box>
